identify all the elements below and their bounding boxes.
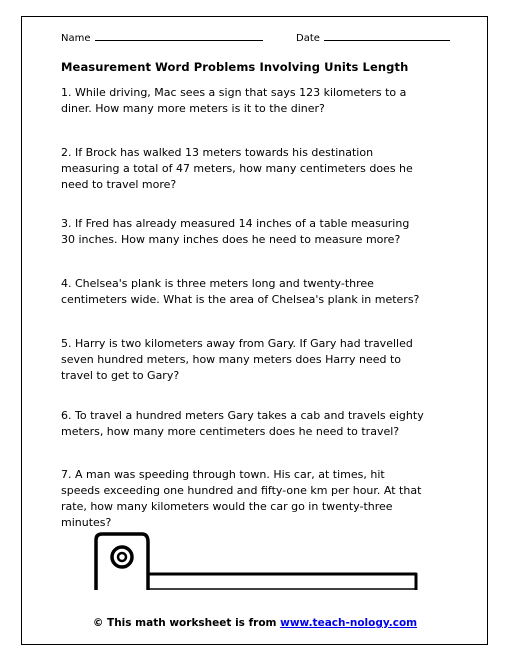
footer-credit xyxy=(0,617,510,629)
footer-prefix: © This math worksheet is from xyxy=(92,617,281,629)
name-line xyxy=(95,31,263,41)
date-label: Date xyxy=(296,33,320,44)
worksheet-title: Measurement Word Problems Involving Units Length xyxy=(61,60,409,74)
problem-2: 2. If Brock has walked 13 meters towards his destination measuring a total of 47 meters, how many centimeters does he need to travel more? xyxy=(61,146,413,191)
date-field xyxy=(296,31,450,45)
problem-6: 6. To travel a hundred meters Gary takes a cab and travels eighty meters, how many more centimeters does he need to travel? xyxy=(61,409,424,438)
name-label: Name xyxy=(61,33,91,44)
problem-7: 7. A man was speeding through town. His car, at times, hit speeds exceeding one hundred and fifty-one km per hour. At that rate, how many kilometers would the car go in twenty-three minutes? xyxy=(61,468,422,529)
problem-5: 5. Harry is two kilometers away from Gary. If Gary had travelled seven hundred meters, how many meters does Harry need to travel to get to Gary? xyxy=(61,337,413,382)
teach-nology-link[interactable]: www.teach-nology.com xyxy=(280,617,418,629)
problem-4: 4. Chelsea's plank is three meters long and twenty-three centimeters wide. What is the area of Chelsea's plank in meters? xyxy=(61,277,420,306)
problem-3: 3. If Fred has already measured 14 inches of a table measuring 30 inches. How many inches does he need to measure more? xyxy=(61,217,410,246)
name-field xyxy=(61,31,263,45)
date-line xyxy=(324,31,450,41)
problem-1: 1. While driving, Mac sees a sign that says 123 kilometers to a diner. How many more meters is it to the diner? xyxy=(61,86,407,115)
tape-measure-icon xyxy=(90,530,420,592)
